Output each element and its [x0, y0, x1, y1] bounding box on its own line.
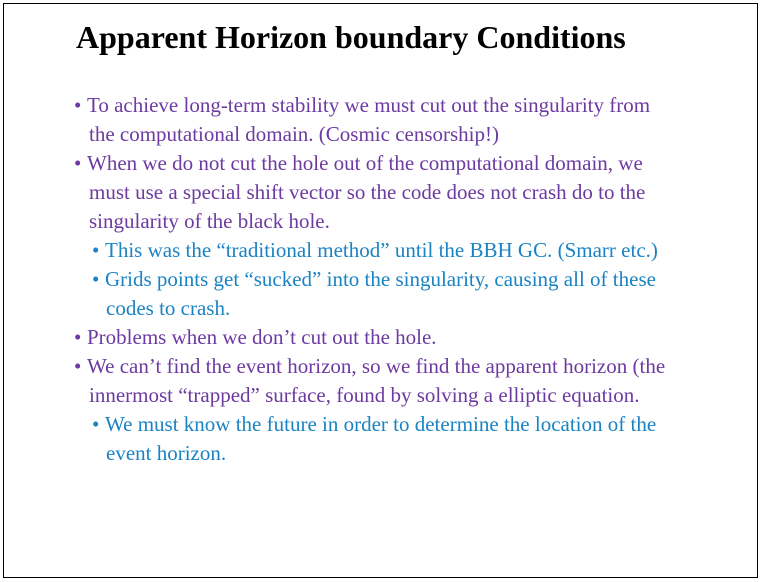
bullet-marker: •: [92, 412, 100, 436]
bullet-marker: •: [74, 325, 82, 349]
bullet-item: [4, 352, 759, 410]
bullet-marker: •: [74, 151, 82, 175]
bullet-marker: •: [74, 354, 82, 378]
bullet-item: [4, 323, 759, 352]
bullet-text-line: We can’t find the event horizon, so we find the apparent horizon (the: [87, 354, 666, 378]
bullet-item: [4, 149, 759, 236]
bullet-list: [4, 91, 759, 468]
sub-bullet-item: [4, 410, 759, 468]
bullet-marker: •: [92, 238, 100, 262]
bullet-text-line: We must know the future in order to determine the location of the: [105, 412, 657, 436]
bullet-text-line: innermost “trapped” surface, found by solving a elliptic equation.: [89, 383, 640, 407]
bullet-text-line: singularity of the black hole.: [89, 209, 330, 233]
bullet-text-line: codes to crash.: [106, 296, 231, 320]
bullet-marker: •: [92, 267, 100, 291]
bullet-item: [4, 91, 759, 149]
bullet-text-line: must use a special shift vector so the code does not crash do to the: [89, 180, 646, 204]
bullet-text-line: the computational domain. (Cosmic censorship!): [89, 122, 499, 146]
bullet-text-line: Problems when we don’t cut out the hole.: [87, 325, 437, 349]
sub-bullet-item: [4, 265, 759, 323]
sub-bullet-item: [4, 236, 759, 265]
bullet-text-line: To achieve long-term stability we must cut out the singularity from: [87, 93, 651, 117]
bullet-text-line: event horizon.: [106, 441, 227, 465]
bullet-text-line: When we do not cut the hole out of the computational domain, we: [87, 151, 643, 175]
slide-title: Apparent Horizon boundary Conditions: [76, 19, 626, 55]
slide: [3, 3, 758, 578]
bullet-text-line: This was the “traditional method” until the BBH GC. (Smarr etc.): [105, 238, 658, 262]
bullet-marker: •: [74, 93, 82, 117]
bullet-text-line: Grids points get “sucked” into the singularity, causing all of these: [105, 267, 656, 291]
